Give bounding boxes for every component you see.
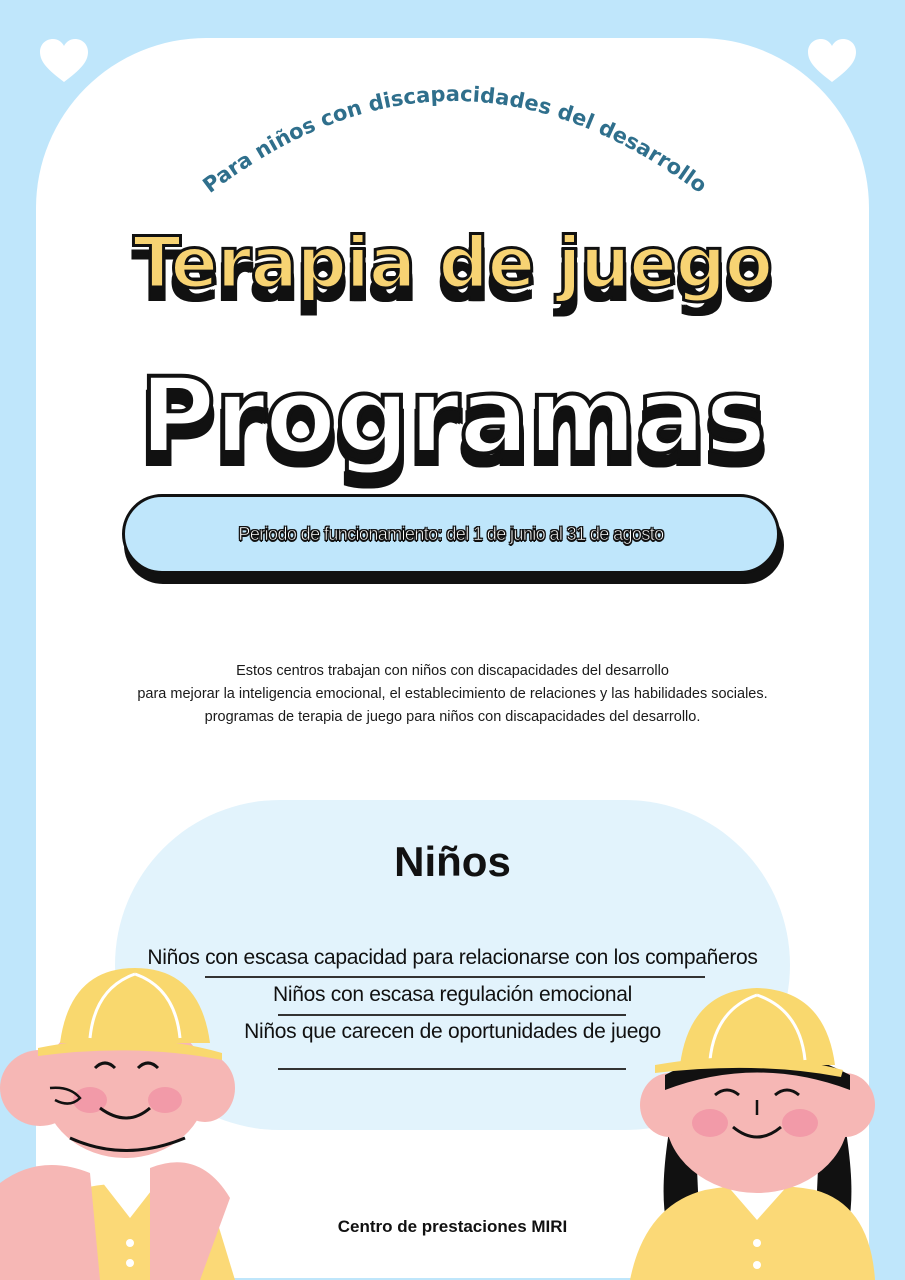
list-item: Niños que carecen de oportunidades de juego bbox=[244, 1020, 661, 1043]
list-item: Niños con escasa regulación emocional bbox=[273, 983, 632, 1006]
arc-subtitle-text: Para niños con discapacidades del desarrollo bbox=[198, 81, 712, 198]
description bbox=[0, 660, 905, 729]
title-line-1: Terapia de juego bbox=[133, 222, 772, 304]
period-text: Periodo de funcionamiento: del 1 de junio al 31 de agosto bbox=[238, 523, 664, 544]
divider-line bbox=[278, 1068, 626, 1070]
divider-line bbox=[205, 976, 705, 978]
boy-illustration bbox=[0, 968, 260, 1280]
description-line: programas de terapia de juego para niños con discapacidades del desarrollo. bbox=[204, 709, 701, 725]
arc-subtitle bbox=[0, 0, 905, 260]
description-line: para mejorar la inteligencia emocional, el establecimiento de relaciones y las habilidades sociales. bbox=[137, 686, 768, 702]
kids-section-title: Niños bbox=[394, 838, 511, 885]
divider-line bbox=[278, 1014, 626, 1016]
period-pill bbox=[122, 494, 780, 574]
title-line-2: Programas bbox=[139, 355, 766, 477]
girl-illustration bbox=[615, 985, 905, 1280]
svg-text:Para niños con discapacidades bbox=[198, 82, 711, 198]
list-item: Niños con escasa capacidad para relacionarse con los compañeros bbox=[147, 946, 758, 969]
footer-organization: Centro de prestaciones MIRI bbox=[337, 1217, 568, 1236]
description-line: Estos centros trabajan con niños con discapacidades del desarrollo bbox=[236, 663, 669, 679]
